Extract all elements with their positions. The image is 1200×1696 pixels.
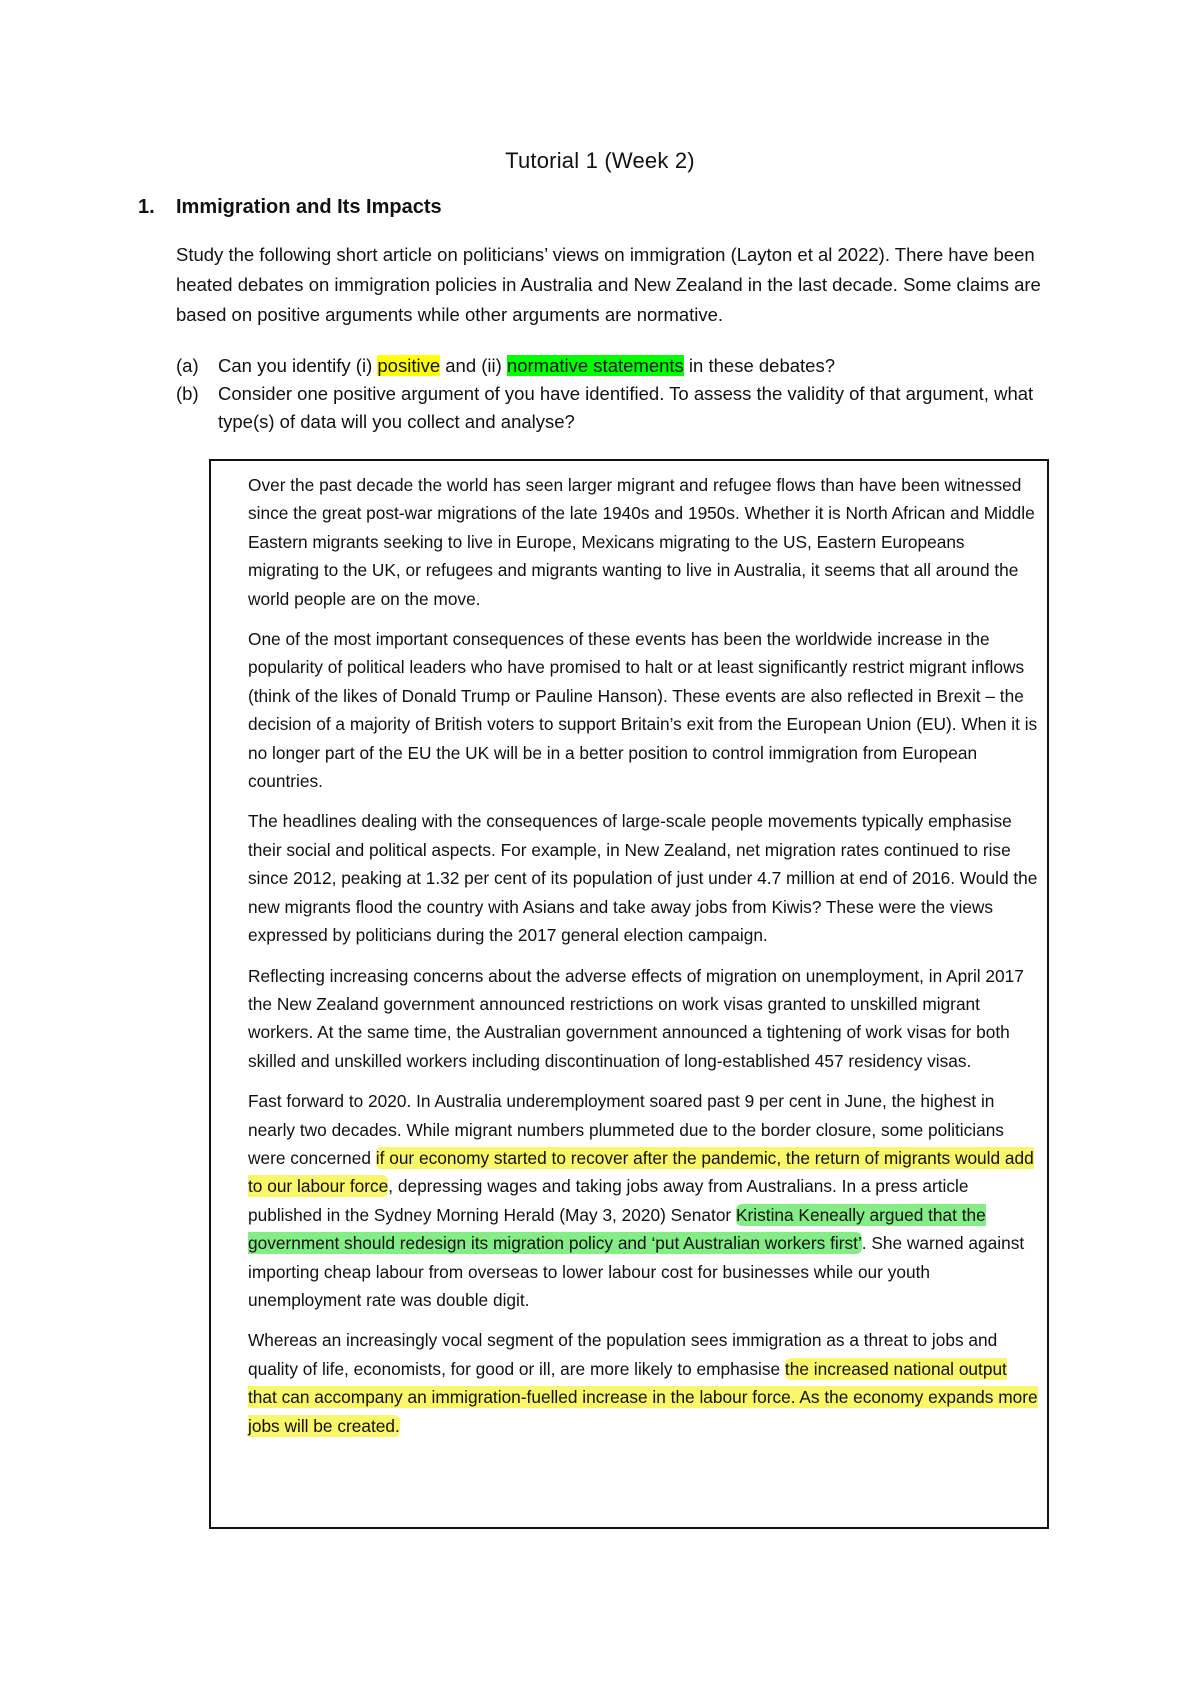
question-a-text-mid: and (ii) [440, 355, 507, 376]
paragraph-5-middle: , depressing wages and taking jobs away from Australians. In a press article published in the Sydney Morning Herald (May 3, 2020) Senator [248, 1176, 969, 1225]
question-b [176, 380, 1056, 436]
question-b-text: Consider one positive argument of you have identified. To assess the validity of that argument, what type(s) of data will you collect and analyse? [218, 383, 1034, 432]
article-box [209, 459, 1049, 1529]
question-list [176, 352, 1056, 436]
question-a-text-start: Can you identify (i) [218, 355, 378, 376]
section-heading [138, 196, 442, 219]
marker-highlight-positive-argument: the increased national output that can accompany an immigration-fuelled increase in the labour force. As the economy expands more jobs will be created. [248, 1358, 1038, 1436]
highlight-normative-statements: normative statements [506, 355, 684, 376]
question-b-label: (b) [176, 383, 199, 404]
question-a-text-end: in these debates? [683, 355, 835, 376]
question-a [176, 352, 1056, 380]
article-paragraph-6 [248, 1326, 1038, 1440]
paragraph-6-start: Whereas an increasingly vocal segment of the population sees immigration as a threat to jobs and quality of life, economists, for good or ill, are more likely to emphasise [248, 1330, 998, 1379]
paragraph-5-start: Fast forward to 2020. In Australia underemployment soared past 9 per cent in June, the highest in nearly two decades. While migrant numbers plummeted due to the border closure, some politicians were concerned [248, 1091, 1004, 1168]
marker-highlight-normative-statement: Kristina Keneally argued that the government should redesign its migration policy and ‘put Australian workers first’ [248, 1204, 986, 1254]
article-text [248, 471, 1038, 1452]
article-paragraph-3: The headlines dealing with the consequences of large-scale people movements typically emphasise their social and political aspects. For example, in New Zealand, net migration rates continued to rise since 2012, peaking at 1.32 per cent of its population of just under 4.7 million at end of 2016. Would the new migrants flood the country with Asians and take away jobs from Kiwis? These were the views expressed by politicians during the 2017 general election campaign. [248, 811, 1038, 946]
page-title: Tutorial 1 (Week 2) [505, 148, 695, 173]
question-a-label: (a) [176, 355, 199, 376]
marker-highlight-positive-statement: if our economy started to recover after the pandemic, the return of migrants would add to our labour force [248, 1147, 1034, 1197]
article-paragraph-5 [248, 1087, 1038, 1314]
section-number: 1. [138, 196, 155, 218]
article-paragraph-4: Reflecting increasing concerns about the adverse effects of migration on unemployment, in April 2017 the New Zealand government announced restrictions on work visas granted to unskilled migrant workers. At the same time, the Australian government announced a tightening of work visas for both skilled and unskilled workers including discontinuation of long-established 457 residency visas. [248, 965, 1024, 1071]
article-paragraph-1: Over the past decade the world has seen larger migrant and refugee flows than have been witnessed since the great post-war migrations of the late 1940s and 1950s. Whether it is North African and Middle Eastern migrants seeking to live in Europe, Mexicans migrating to the US, Eastern Europeans migrating to the UK, or refugees and migrants wanting to live in Australia, it seems that all around the world people are on the move. [248, 475, 1035, 609]
section-title: Immigration and Its Impacts [176, 196, 442, 218]
paragraph-5-end: . She warned against importing cheap labour from overseas to lower labour cost for businesses while our youth unemployment rate was double digit. [248, 1233, 1025, 1310]
intro-text: Study the following short article on politicians’ views on immigration (Layton et al 2022). There have been heated debates on immigration policies in Australia and New Zealand in the last decade. Some claims are based on positive arguments while other arguments are normative. [176, 244, 1041, 325]
highlight-positive: positive [377, 355, 441, 376]
article-paragraph-2: One of the most important consequences of these events has been the worldwide increase in the popularity of political leaders who have promised to halt or at least significantly restrict migrant inflows (think of the likes of Donald Trump or Pauline Hanson). These events are also reflected in Brexit – the decision of a majority of British voters to support Britain’s exit from the European Union (EU). When it is no longer part of the EU the UK will be in a better position to control immigration from European countries. [248, 629, 1038, 792]
intro-paragraph [176, 240, 1056, 330]
